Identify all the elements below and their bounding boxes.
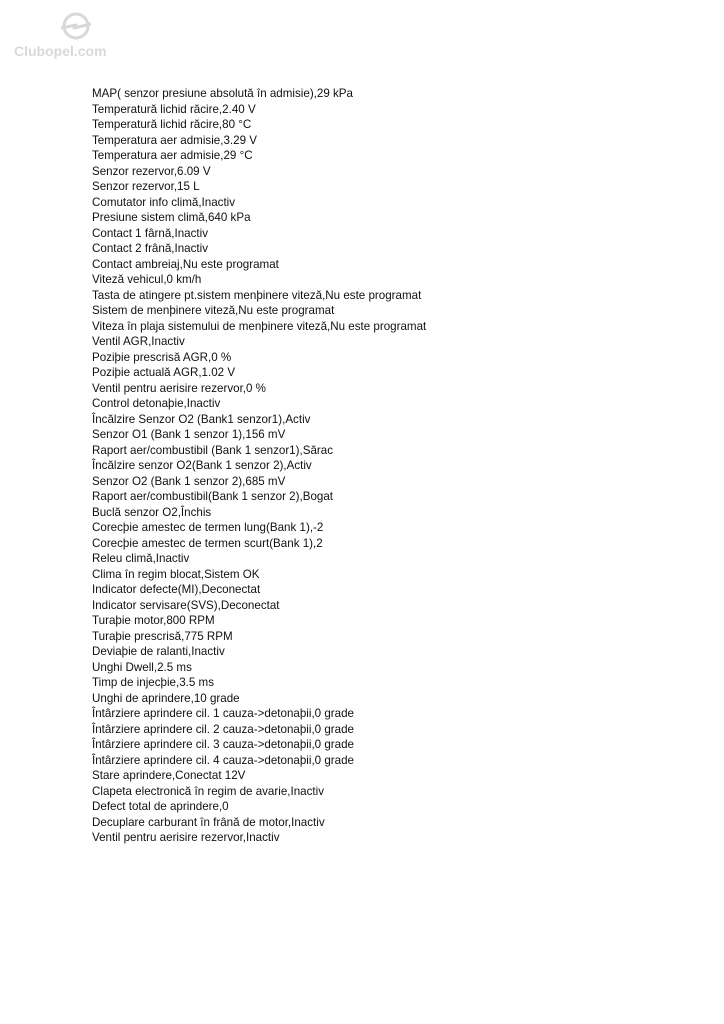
parameter-line: Ventil AGR,Inactiv: [92, 335, 185, 348]
parameter-line: Decuplare carburant în frână de motor,Inactiv: [92, 815, 325, 829]
parameter-line: Încălzire Senzor O2 (Bank1 senzor1),Activ: [92, 412, 311, 426]
watermark-text: Clubopel.com: [14, 43, 107, 59]
parameter-line: Senzor O2 (Bank 1 senzor 2),685 mV: [92, 474, 286, 488]
parameter-line: Senzor rezervor,6.09 V: [92, 164, 211, 178]
parameter-line: Întârziere aprindere cil. 3 cauza->detonaþii,0 grade: [92, 738, 354, 751]
parameter-line: Clima în regim blocat,Sistem OK: [92, 567, 260, 581]
parameter-line: Defect total de aprindere,0: [92, 800, 229, 813]
parameter-line: Corecþie amestec de termen lung(Bank 1),-2: [92, 521, 324, 534]
parameter-line: Ventil pentru aerisire rezervor,0 %: [92, 381, 266, 395]
parameter-line: Temperatura aer admisie,29 °C: [92, 149, 253, 162]
parameter-line: Control detonaþie,Inactiv: [92, 397, 221, 410]
parameter-line: Viteza în plaja sistemului de menþinere viteză,Nu este programat: [92, 319, 427, 333]
parameter-list: [92, 86, 692, 846]
parameter-line: Deviaþie de ralanti,Inactiv: [92, 645, 225, 658]
parameter-line: Releu climă,Inactiv: [92, 552, 190, 565]
parameter-line: Senzor rezervor,15 L: [92, 180, 200, 193]
parameter-line: Senzor O1 (Bank 1 senzor 1),156 mV: [92, 428, 286, 441]
parameter-line: Presiune sistem climă,640 kPa: [92, 211, 251, 224]
parameter-line: Turaþie motor,800 RPM: [92, 614, 215, 627]
parameter-line: Timp de injecþie,3.5 ms: [92, 676, 215, 689]
parameter-line: Temperatură lichid răcire,2.40 V: [92, 102, 256, 116]
parameter-line: Clapeta electronică în regim de avarie,Inactiv: [92, 784, 324, 798]
parameter-line: Contact 1 fârnă,Inactiv: [92, 226, 208, 240]
parameter-line: MAP( senzor presiune absolută în admisie),29 kPa: [92, 87, 353, 100]
parameter-line: Corecþie amestec de termen scurt(Bank 1),2: [92, 536, 323, 550]
parameter-line: Întârziere aprindere cil. 2 cauza->detonaþii,0 grade: [92, 722, 354, 736]
parameter-line: Întârziere aprindere cil. 4 cauza->detonaþii,0 grade: [92, 753, 354, 767]
parameter-line: Comutator info climă,Inactiv: [92, 195, 236, 209]
parameter-line: Raport aer/combustibil(Bank 1 senzor 2),Bogat: [92, 490, 334, 503]
parameter-line: Stare aprindere,Conectat 12V: [92, 769, 246, 782]
parameter-line: Ventil pentru aerisire rezervor,Inactiv: [92, 831, 280, 844]
parameter-line: Sistem de menþinere viteză,Nu este programat: [92, 304, 335, 317]
parameter-line: Unghi Dwell,2.5 ms: [92, 660, 192, 674]
parameter-line: Raport aer/combustibil (Bank 1 senzor1),Sărac: [92, 443, 334, 457]
parameter-line: Contact ambreiaj,Nu este programat: [92, 257, 279, 271]
parameter-line: Încălzire senzor O2(Bank 1 senzor 2),Activ: [92, 459, 312, 472]
parameter-line: Indicator servisare(SVS),Deconectat: [92, 598, 280, 612]
parameter-line: Viteză vehicul,0 km/h: [92, 273, 202, 286]
parameter-line: Tasta de atingere pt.sistem menþinere viteză,Nu este programat: [92, 288, 422, 302]
parameter-line: Turaþie prescrisă,775 RPM: [92, 629, 233, 643]
parameter-line: Contact 2 frână,Inactiv: [92, 242, 208, 255]
parameter-line: Temperatura aer admisie,3.29 V: [92, 133, 257, 147]
parameter-line: Temperatură lichid răcire,80 °C: [92, 118, 252, 131]
parameter-line: Buclă senzor O2,Închis: [92, 505, 212, 519]
parameter-line: Poziþie actuală AGR,1.02 V: [92, 366, 236, 379]
parameter-line: Întârziere aprindere cil. 1 cauza->detonaþii,0 grade: [92, 707, 354, 720]
parameter-line: Poziþie prescrisă AGR,0 %: [92, 350, 232, 364]
parameter-line: Unghi de aprindere,10 grade: [92, 691, 240, 705]
opel-logo-icon: [6, 10, 118, 60]
parameter-line: Indicator defecte(MI),Deconectat: [92, 583, 261, 596]
watermark-logo: [6, 10, 118, 60]
